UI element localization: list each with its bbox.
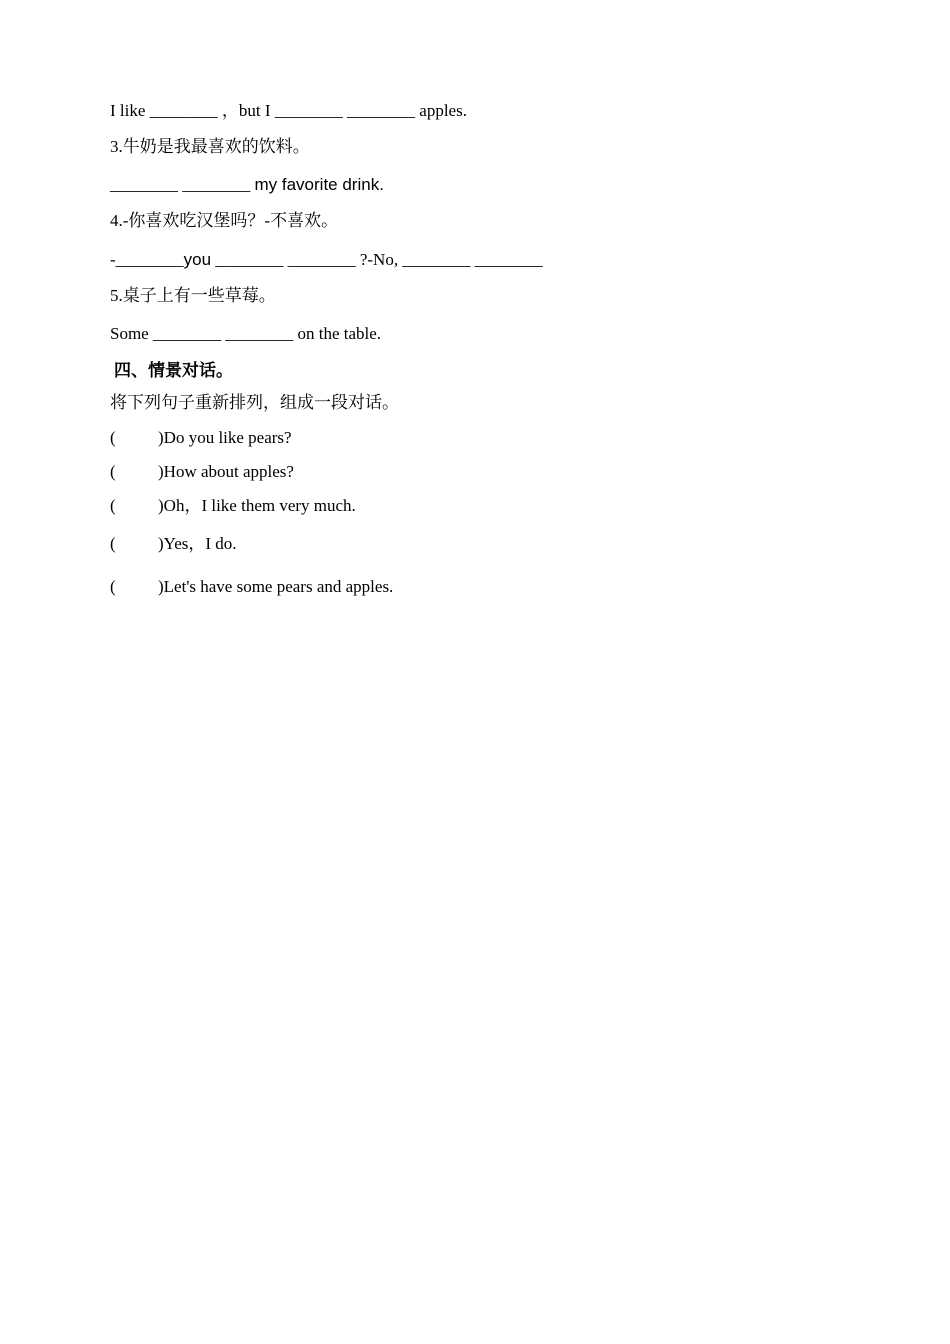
- dialogue-text: )Let's have some pears and apples.: [158, 577, 394, 596]
- sentence-text: you: [183, 250, 212, 269]
- blanks: ________ ________: [110, 175, 255, 194]
- dialogue-item: [110, 427, 292, 449]
- answer-paren: (: [110, 577, 116, 596]
- exercise-line: [110, 249, 543, 271]
- question-5-prompt: 5.桌子上有一些草莓。: [110, 286, 276, 305]
- dialogue-text: )Yes，I do.: [158, 534, 237, 553]
- dialogue-item: [110, 461, 294, 483]
- exercise-line: I like ________ ，but I ________ ________ apples.: [110, 101, 467, 120]
- dialogue-text: )Do you like pears?: [158, 428, 292, 447]
- question-4-prompt: 4.-你喜欢吃汉堡吗？-不喜欢。: [110, 211, 339, 230]
- answer-paren: (: [110, 428, 116, 447]
- dialogue-text: )Oh，I like them very much.: [158, 496, 356, 515]
- sentence-text: my favorite drink.: [254, 175, 384, 194]
- dialogue-text: )How about apples?: [158, 462, 294, 481]
- section-heading: 四、情景对话。: [114, 361, 233, 380]
- exercise-line: [110, 174, 384, 196]
- answer-paren: (: [110, 462, 116, 481]
- blank: -________: [110, 250, 184, 269]
- answer-paren: (: [110, 496, 116, 515]
- dialogue-item: [110, 576, 393, 598]
- dialogue-item: [110, 495, 356, 517]
- section-instruction: 将下列句子重新排列，组成一段对话。: [110, 393, 399, 412]
- dialogue-item: [110, 533, 237, 555]
- question-3-prompt: 3.牛奶是我最喜欢的饮料。: [110, 137, 310, 156]
- blanks: ________ ________ ?-No, ________ ________: [211, 250, 543, 269]
- answer-paren: (: [110, 534, 116, 553]
- exercise-line: Some ________ ________ on the table.: [110, 324, 382, 343]
